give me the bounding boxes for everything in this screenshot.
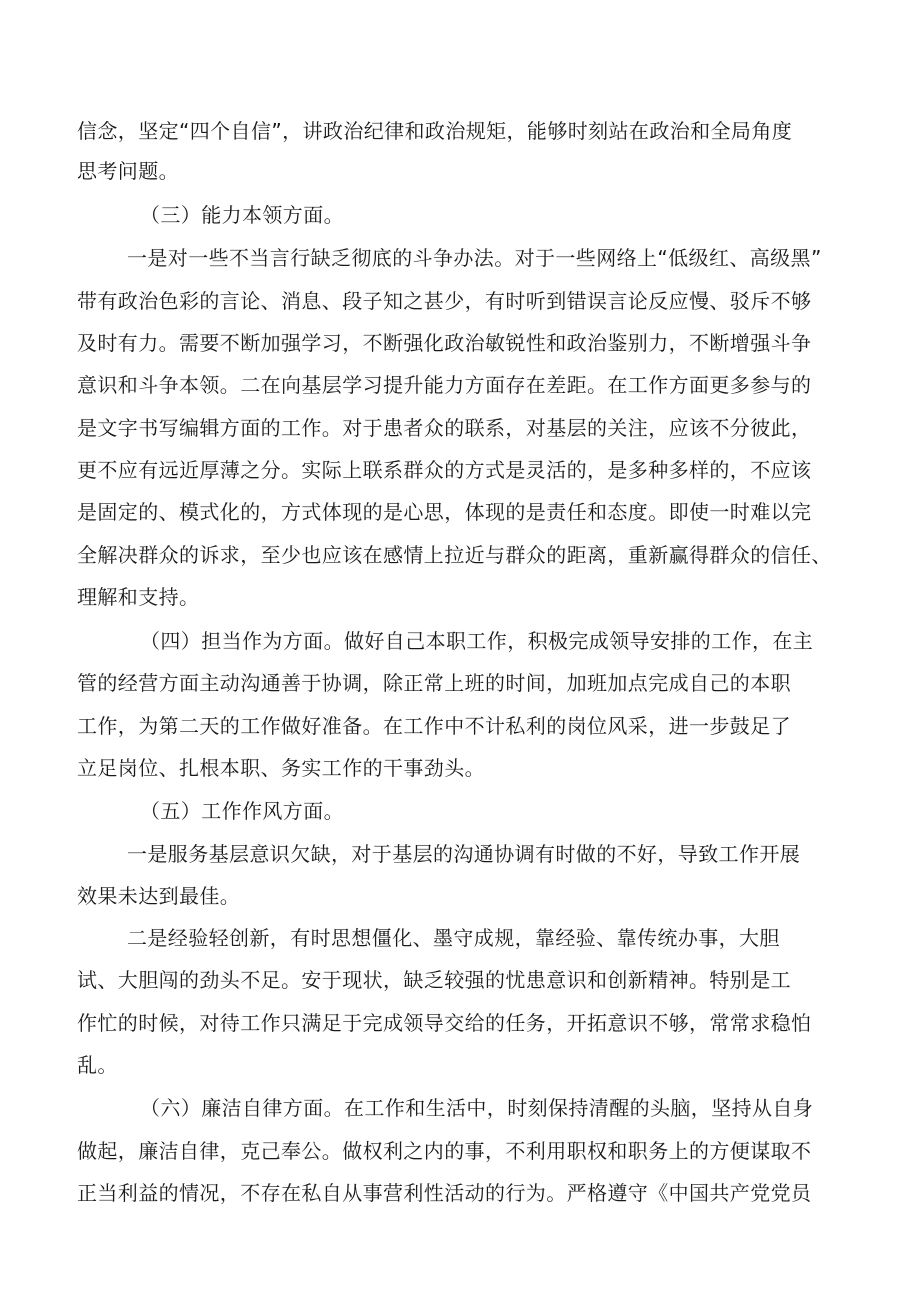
text-line-26: 正当利益的情况，不存在私自从事营利性活动的行为。严格遵守《中国共产党党员 [77, 1181, 812, 1205]
text-line-5: 带有政治色彩的言论、消息、段子知之甚少，有时听到错误言论反应慢、驳斥不够 [77, 289, 812, 313]
text-line-11: 全解决群众的诉求，至少也应该在感情上拉近与群众的距离，重新赢得群众的信任、 [77, 543, 832, 567]
section-heading-4: （四）担当作为方面。做好自己本职工作，积极完成领导安排的工作，在主 [140, 629, 814, 653]
text-line-2: 思考问题。 [77, 159, 179, 183]
text-line-25: 做起，廉洁自律，克己奉公。做权利之内的事，不利用职权和职务上的方便谋取不 [77, 1139, 812, 1163]
text-line-9: 更不应有远近厚薄之分。实际上联系群众的方式是灵活的，是多种多样的，不应该 [77, 458, 812, 482]
text-line-4: 一是对一些不当言行缺乏彻底的斗争办法。对于一些网络上“低级红、高级黑” [127, 246, 822, 270]
section-heading-6: （六）廉洁自律方面。在工作和生活中，时刻保持清醒的头脑，坚持从自身 [140, 1096, 814, 1120]
text-line-20: 二是经验轻创新，有时思想僵化、墨守成规，靠经验、靠传统办事，大胆 [127, 926, 780, 950]
text-line-15: 工作，为第二天的工作做好准备。在工作中不计私利的岗位风采，进一步鼓足了 [77, 714, 791, 738]
text-line-22: 作忙的时候，对待工作只满足于完成领导交给的任务，开拓意识不够，常常求稳怕 [77, 1011, 812, 1035]
text-line-21: 试、大胆闯的劲头不足。安于现状，缺乏较强的忧患意识和创新精神。特别是工 [77, 968, 791, 992]
section-heading-3: （三）能力本领方面。 [140, 203, 344, 227]
text-line-16: 立足岗位、扎根本职、务实工作的干事劲头。 [77, 756, 485, 780]
text-line-1: 信念，坚定“四个自信”，讲政治纪律和政治规矩，能够时刻站在政治和全局角度 [77, 119, 793, 143]
text-line-12: 理解和支持。 [77, 585, 200, 609]
text-line-7: 意识和斗争本领。二在向基层学习提升能力方面存在差距。在工作方面更多参与的 [77, 373, 812, 397]
text-line-19: 效果未达到最佳。 [77, 884, 241, 908]
text-line-8: 是文字书写编辑方面的工作。对于患者众的联系，对基层的关注，应该不分彼此， [77, 416, 812, 440]
text-line-23: 乱。 [77, 1053, 118, 1077]
section-heading-5: （五）工作作风方面。 [140, 799, 344, 823]
text-line-18: 一是服务基层意识欠缺，对于基层的沟通协调有时做的不好，导致工作开展 [127, 842, 801, 866]
text-line-6: 及时有力。需要不断加强学习，不断强化政治敏锐性和政治鉴别力，不断增强斗争 [77, 331, 812, 355]
text-line-14: 管的经营方面主动沟通善于协调，除正常上班的时间，加班加点完成自己的本职 [77, 671, 791, 695]
text-line-10: 是固定的、模式化的，方式体现的是心思，体现的是责任和态度。即使一时难以完 [77, 500, 812, 524]
